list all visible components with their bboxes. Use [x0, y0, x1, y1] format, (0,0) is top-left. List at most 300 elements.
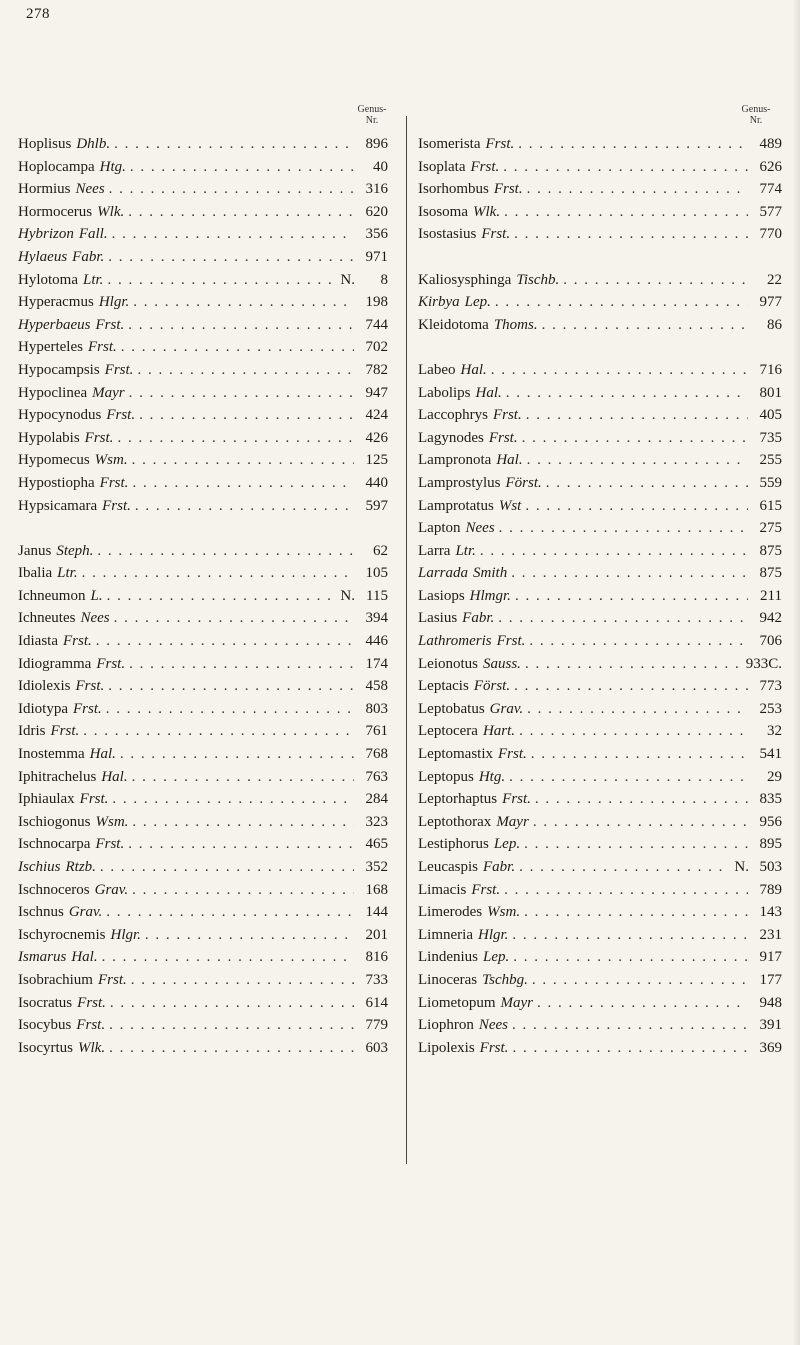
- dot-leader: [531, 743, 748, 766]
- index-entry: [418, 517, 800, 540]
- dot-leader: [533, 811, 748, 834]
- genus-name: Limneria: [418, 926, 473, 943]
- author-abbrev: Hal.: [460, 361, 487, 378]
- page-edge-shadow: [792, 0, 800, 1345]
- author-abbrev: Fabr.: [482, 859, 516, 875]
- dot-leader: [109, 1037, 354, 1060]
- genus-number: 875: [759, 565, 782, 582]
- genus-name: Hypocynodus: [18, 407, 102, 424]
- author-abbrev: Wlk.: [78, 1039, 106, 1056]
- index-entry: [18, 562, 406, 585]
- genus-number: 29: [767, 768, 782, 785]
- dot-leader: [106, 698, 354, 721]
- genus-number: 956: [759, 813, 782, 830]
- genus-name: Hylotoma: [18, 271, 78, 288]
- genus-name: Larrada: [418, 565, 469, 582]
- dot-leader: [83, 720, 354, 743]
- author-abbrev: Frst.: [481, 226, 511, 243]
- index-entry: [418, 720, 800, 743]
- dot-leader: [114, 133, 354, 156]
- genus-name: Ischiogonus: [18, 813, 91, 830]
- column-heading-line1: Genus-: [741, 104, 771, 115]
- genus-number: 835: [759, 791, 782, 808]
- dot-leader: [106, 901, 354, 924]
- author-abbrev: Frst.: [106, 407, 136, 424]
- index-entry: [18, 1014, 406, 1037]
- dot-leader: [121, 336, 354, 359]
- author-abbrev: Tschbg.: [482, 971, 528, 988]
- author-abbrev: Frst.: [95, 316, 125, 333]
- genus-number: 143: [759, 904, 782, 921]
- author-abbrev: Frst.: [493, 181, 523, 198]
- dot-leader: [524, 901, 748, 924]
- genus-number: 779: [365, 1017, 388, 1034]
- index-entry: [18, 223, 406, 246]
- genus-name: Isocratus: [18, 994, 73, 1011]
- index-entries: [18, 133, 406, 1059]
- dot-leader: [132, 766, 354, 789]
- index-entry: [18, 811, 406, 834]
- index-entry: [418, 698, 800, 721]
- dot-leader: [546, 472, 748, 495]
- dot-leader: [139, 404, 354, 427]
- index-entry: [418, 879, 800, 902]
- genus-name: Larra: [418, 542, 451, 559]
- author-abbrev: Hal.: [496, 452, 523, 469]
- index-entry: [418, 540, 800, 563]
- genus-name: Leionotus: [418, 655, 478, 672]
- dot-leader: [524, 833, 748, 856]
- author-abbrev: Frst.: [95, 836, 125, 853]
- genus-number: 774: [759, 181, 782, 198]
- author-abbrev: Frst.: [104, 361, 134, 378]
- genus-number: 626: [759, 158, 782, 175]
- entry-spacer: [418, 246, 800, 269]
- dot-leader: [532, 969, 748, 992]
- dot-leader: [107, 585, 337, 608]
- genus-number: 275: [759, 520, 782, 537]
- author-abbrev: Frst.: [84, 429, 114, 446]
- genus-number: 391: [759, 1017, 782, 1034]
- author-abbrev: Frst.: [79, 791, 109, 808]
- index-entry: [18, 404, 406, 427]
- dot-leader: [542, 314, 748, 337]
- genus-name: Ischius: [18, 859, 61, 875]
- index-entry: [418, 901, 800, 924]
- author-abbrev: Frst.: [76, 1017, 106, 1034]
- genus-number: 168: [365, 881, 388, 898]
- index-entry: [18, 698, 406, 721]
- dot-leader: [511, 562, 748, 585]
- author-abbrev: Grav.: [94, 881, 129, 898]
- author-abbrev: Hlgr.: [477, 926, 509, 943]
- index-entry: [418, 562, 800, 585]
- genus-number: 253: [759, 700, 782, 717]
- index-entry: [18, 178, 406, 201]
- genus-number: 255: [759, 452, 782, 469]
- genus-name: Lathromeris: [418, 633, 492, 650]
- genus-name: Isorhombus: [418, 181, 489, 198]
- dot-leader: [512, 1037, 748, 1060]
- number-prefix: N.: [340, 271, 355, 288]
- genus-number: 211: [760, 587, 782, 604]
- dot-leader: [132, 811, 354, 834]
- genus-name: Leptothorax: [418, 813, 492, 830]
- author-abbrev: Frst.: [77, 994, 106, 1011]
- dot-leader: [506, 382, 748, 405]
- genus-name: Leptacis: [418, 678, 469, 695]
- genus-name: Isobrachium: [18, 971, 93, 988]
- genus-number: 789: [759, 881, 782, 898]
- dot-leader: [527, 178, 748, 201]
- author-abbrev: Frst.: [479, 1039, 509, 1056]
- genus-name: Hylaeus: [18, 248, 68, 265]
- genus-number: 125: [365, 452, 388, 469]
- index-entry: [418, 472, 800, 495]
- genus-name: Lipolexis: [418, 1039, 475, 1056]
- author-abbrev: Frst.: [97, 971, 127, 988]
- genus-number: 32: [767, 723, 782, 740]
- index-entry: [18, 1037, 406, 1060]
- index-entry: [18, 336, 406, 359]
- index-entry: [18, 630, 406, 653]
- genus-number: 559: [759, 474, 782, 491]
- author-abbrev: Frst.: [75, 678, 105, 695]
- index-entry: [18, 314, 406, 337]
- author-abbrev: Ltr.: [455, 542, 476, 559]
- dot-leader: [82, 562, 354, 585]
- genus-number: 201: [365, 926, 388, 943]
- genus-number: 761: [365, 723, 388, 740]
- index-entry: [18, 720, 406, 743]
- author-abbrev: Först.: [473, 678, 511, 695]
- author-abbrev: Thoms.: [493, 316, 538, 333]
- dot-leader: [135, 495, 354, 518]
- genus-number: 40: [373, 158, 388, 175]
- index-entry: [418, 743, 800, 766]
- index-entry: [18, 449, 406, 472]
- column-heading-line2: Nr.: [365, 115, 379, 126]
- author-abbrev: Frst.: [471, 881, 501, 898]
- index-entry: [18, 269, 406, 292]
- dot-leader: [499, 517, 748, 540]
- dot-leader: [130, 156, 354, 179]
- genus-name: Lapton: [418, 520, 461, 537]
- index-entry: [418, 269, 800, 292]
- genus-number: 971: [365, 248, 388, 265]
- genus-number: 977: [759, 294, 782, 311]
- genus-name: Iphiaulax: [18, 791, 75, 808]
- dot-leader: [563, 269, 748, 292]
- author-abbrev: Frst.: [102, 497, 131, 514]
- genus-number: 465: [365, 836, 388, 853]
- dot-leader: [112, 223, 354, 246]
- genus-number: 803: [365, 700, 388, 717]
- genus-name: Lamprotatus: [418, 497, 494, 514]
- dot-leader: [129, 653, 354, 676]
- index-entry: [418, 449, 800, 472]
- column-heading-line1: Genus-: [357, 104, 387, 115]
- genus-number: 405: [759, 407, 782, 424]
- author-abbrev: Hlgr.: [98, 294, 130, 311]
- author-abbrev: Frst.: [62, 633, 92, 650]
- index-entry: [18, 992, 406, 1015]
- genus-number: 773: [759, 678, 782, 695]
- index-entry: [18, 653, 406, 676]
- genus-name: Lagynodes: [418, 429, 484, 446]
- dot-leader: [519, 720, 748, 743]
- genus-number: 770: [759, 226, 782, 243]
- index-entry: [418, 291, 800, 314]
- author-abbrev: Nees: [75, 181, 105, 198]
- index-entry: [418, 675, 800, 698]
- genus-number: 947: [365, 384, 388, 401]
- index-entry: [18, 969, 406, 992]
- genus-name: Liophron: [418, 1017, 474, 1034]
- index-entry: [18, 133, 406, 156]
- index-entry: [418, 382, 800, 405]
- author-abbrev: Wlk.: [97, 203, 125, 220]
- genus-name: Leptorhaptus: [418, 791, 498, 808]
- dot-leader: [133, 291, 354, 314]
- genus-number: 733: [365, 971, 388, 988]
- author-abbrev: Sauss.: [483, 655, 521, 672]
- genus-name: Ischnocarpa: [18, 836, 91, 853]
- author-abbrev: L.: [90, 587, 103, 604]
- genus-number: 105: [365, 565, 388, 582]
- dot-leader: [109, 1014, 354, 1037]
- author-abbrev: Htg.: [478, 768, 506, 785]
- genus-number: 744: [365, 316, 388, 333]
- number-prefix: N.: [340, 587, 355, 604]
- index-entry: [418, 404, 800, 427]
- genus-number: 816: [365, 949, 388, 966]
- column-divider: [406, 116, 407, 1164]
- genus-name: Hoplocampa: [18, 158, 95, 175]
- index-entries: [418, 133, 800, 1059]
- genus-name: Leptopus: [418, 768, 474, 785]
- dot-leader: [526, 404, 748, 427]
- index-entry: [418, 607, 800, 630]
- dot-leader: [102, 946, 354, 969]
- dot-leader: [515, 585, 748, 608]
- author-abbrev: Frst.: [96, 655, 126, 672]
- dot-leader: [513, 946, 748, 969]
- genus-name: Linoceras: [418, 971, 478, 988]
- genus-number: 896: [365, 136, 388, 152]
- genus-name: Hypocampsis: [18, 361, 100, 378]
- genus-name: Hypomecus: [18, 452, 90, 469]
- genus-number: 489: [759, 136, 782, 152]
- author-abbrev: Frst.: [498, 746, 527, 763]
- genus-name: Liometopum: [418, 994, 496, 1011]
- author-abbrev: Hal.: [475, 384, 502, 401]
- author-abbrev: Steph.: [56, 542, 94, 559]
- dot-leader: [522, 427, 748, 450]
- author-abbrev: Fall.: [78, 226, 108, 243]
- index-entry: [18, 156, 406, 179]
- index-entry: [418, 856, 800, 879]
- genus-name: Lamprostylus: [418, 474, 501, 491]
- genus-name: Kirbya: [418, 294, 460, 311]
- index-entry: [18, 495, 406, 518]
- genus-name: Ibalia: [18, 565, 53, 582]
- dot-leader: [509, 766, 748, 789]
- genus-name: Idiasta: [18, 633, 58, 650]
- dot-leader: [128, 314, 354, 337]
- index-entry: [418, 653, 800, 676]
- author-abbrev: Tischb.: [516, 271, 560, 288]
- genus-number: 446: [365, 633, 388, 650]
- index-entry: [418, 1037, 800, 1060]
- genus-name: Leucaspis: [418, 859, 478, 875]
- genus-name: Idiogramma: [18, 655, 92, 672]
- index-entry: [18, 201, 406, 224]
- genus-number: 716: [759, 361, 782, 378]
- author-abbrev: Wlk.: [473, 203, 501, 220]
- index-entry: [418, 766, 800, 789]
- dot-leader: [145, 924, 354, 947]
- genus-name: Iphitrachelus: [18, 768, 97, 785]
- genus-name: Lestiphorus: [418, 836, 489, 853]
- author-abbrev: Först.: [505, 474, 542, 491]
- dot-leader: [96, 630, 354, 653]
- genus-number: 615: [759, 497, 782, 514]
- genus-name: Isosoma: [418, 203, 468, 220]
- genus-name: Leptobatus: [418, 700, 485, 717]
- dot-leader: [132, 879, 354, 902]
- author-abbrev: Hlgr.: [110, 926, 141, 943]
- index-entry: [18, 879, 406, 902]
- dot-leader: [117, 427, 354, 450]
- column-heading-line2: Nr.: [749, 115, 763, 126]
- author-abbrev: Nees: [80, 610, 110, 627]
- dot-leader: [132, 449, 354, 472]
- dot-leader: [498, 607, 748, 630]
- genus-name: Lasius: [418, 610, 458, 627]
- genus-number: 603: [365, 1039, 388, 1056]
- entry-spacer: [18, 517, 406, 540]
- dot-leader: [529, 630, 748, 653]
- author-abbrev: Hart.: [482, 723, 516, 740]
- dot-leader: [112, 788, 354, 811]
- dot-leader: [129, 382, 354, 405]
- dot-leader: [128, 833, 354, 856]
- author-abbrev: Hal.: [101, 768, 128, 785]
- genus-number: 620: [365, 203, 388, 220]
- genus-number: 541: [759, 746, 782, 763]
- genus-number: 394: [365, 610, 388, 627]
- author-abbrev: Frst.: [496, 633, 526, 650]
- index-entry: [18, 472, 406, 495]
- index-entry: [418, 427, 800, 450]
- author-abbrev: Grav.: [68, 904, 103, 921]
- page-number: 278: [26, 6, 50, 22]
- dot-leader: [504, 201, 748, 224]
- genus-number: 352: [365, 859, 388, 875]
- index-entry: [18, 585, 406, 608]
- author-abbrev: Grav.: [489, 700, 524, 717]
- dot-leader: [512, 924, 748, 947]
- author-abbrev: Hlmgr.: [469, 587, 511, 604]
- genus-name: Kleidotoma: [418, 316, 489, 333]
- genus-number: 917: [759, 949, 782, 966]
- index-entry: [18, 382, 406, 405]
- dot-leader: [525, 653, 742, 676]
- genus-name: Ischnus: [18, 904, 64, 921]
- genus-name: Idiotypa: [18, 700, 68, 717]
- author-abbrev: Ltr.: [83, 271, 104, 288]
- dot-leader: [108, 675, 354, 698]
- index-entry: [18, 743, 406, 766]
- author-abbrev: Mayr: [500, 994, 533, 1011]
- author-abbrev: Ltr.: [57, 565, 78, 582]
- dot-leader: [504, 879, 748, 902]
- author-abbrev: Mayr: [496, 813, 529, 830]
- dot-leader: [525, 495, 748, 518]
- author-abbrev: Wsm.: [94, 452, 128, 469]
- index-entry: [418, 946, 800, 969]
- genus-number: 8: [380, 271, 388, 288]
- genus-number: 706: [759, 633, 782, 650]
- genus-number: 801: [759, 384, 782, 401]
- index-entry: [18, 540, 406, 563]
- genus-number: 316: [365, 181, 388, 198]
- number-prefix: N.: [734, 859, 749, 875]
- genus-number: 198: [365, 294, 388, 311]
- genus-number: 231: [759, 926, 782, 943]
- dot-leader: [480, 540, 748, 563]
- genus-name: Limerodes: [418, 904, 483, 921]
- genus-number: 284: [365, 791, 388, 808]
- dot-leader: [110, 992, 354, 1015]
- genus-name: Janus: [18, 542, 52, 559]
- author-abbrev: Wst: [498, 497, 522, 514]
- index-entry: [418, 630, 800, 653]
- genus-number: 323: [365, 813, 388, 830]
- author-abbrev: Frst.: [99, 474, 129, 491]
- genus-number: 62: [373, 542, 388, 559]
- dot-leader: [114, 607, 354, 630]
- author-abbrev: Mayr: [92, 384, 125, 401]
- dot-leader: [537, 992, 748, 1015]
- genus-number: 177: [759, 971, 782, 988]
- index-entry: [418, 1014, 800, 1037]
- author-abbrev: Frst.: [485, 136, 515, 152]
- dot-leader: [527, 449, 748, 472]
- index-entry: [18, 924, 406, 947]
- genus-name: Hypostiopha: [18, 474, 95, 491]
- genus-name: Ischyrocnemis: [18, 926, 106, 943]
- genus-number: 144: [365, 904, 388, 921]
- genus-name: Hyperteles: [18, 339, 83, 356]
- dot-leader: [132, 472, 354, 495]
- author-abbrev: Frst.: [492, 407, 522, 424]
- index-entry: [418, 314, 800, 337]
- author-abbrev: Frst.: [470, 158, 500, 175]
- dot-leader: [514, 675, 748, 698]
- genus-name: Labeo: [418, 361, 456, 378]
- dot-leader: [503, 156, 748, 179]
- entry-spacer: [418, 336, 800, 359]
- genus-name: Hormocerus: [18, 203, 93, 220]
- genus-name: Leptomastix: [418, 746, 493, 763]
- genus-number: 174: [365, 655, 388, 672]
- index-entry: [418, 359, 800, 382]
- author-abbrev: Frst.: [50, 723, 80, 740]
- genus-name: Ichneutes: [18, 610, 76, 627]
- genus-number: 768: [365, 746, 388, 763]
